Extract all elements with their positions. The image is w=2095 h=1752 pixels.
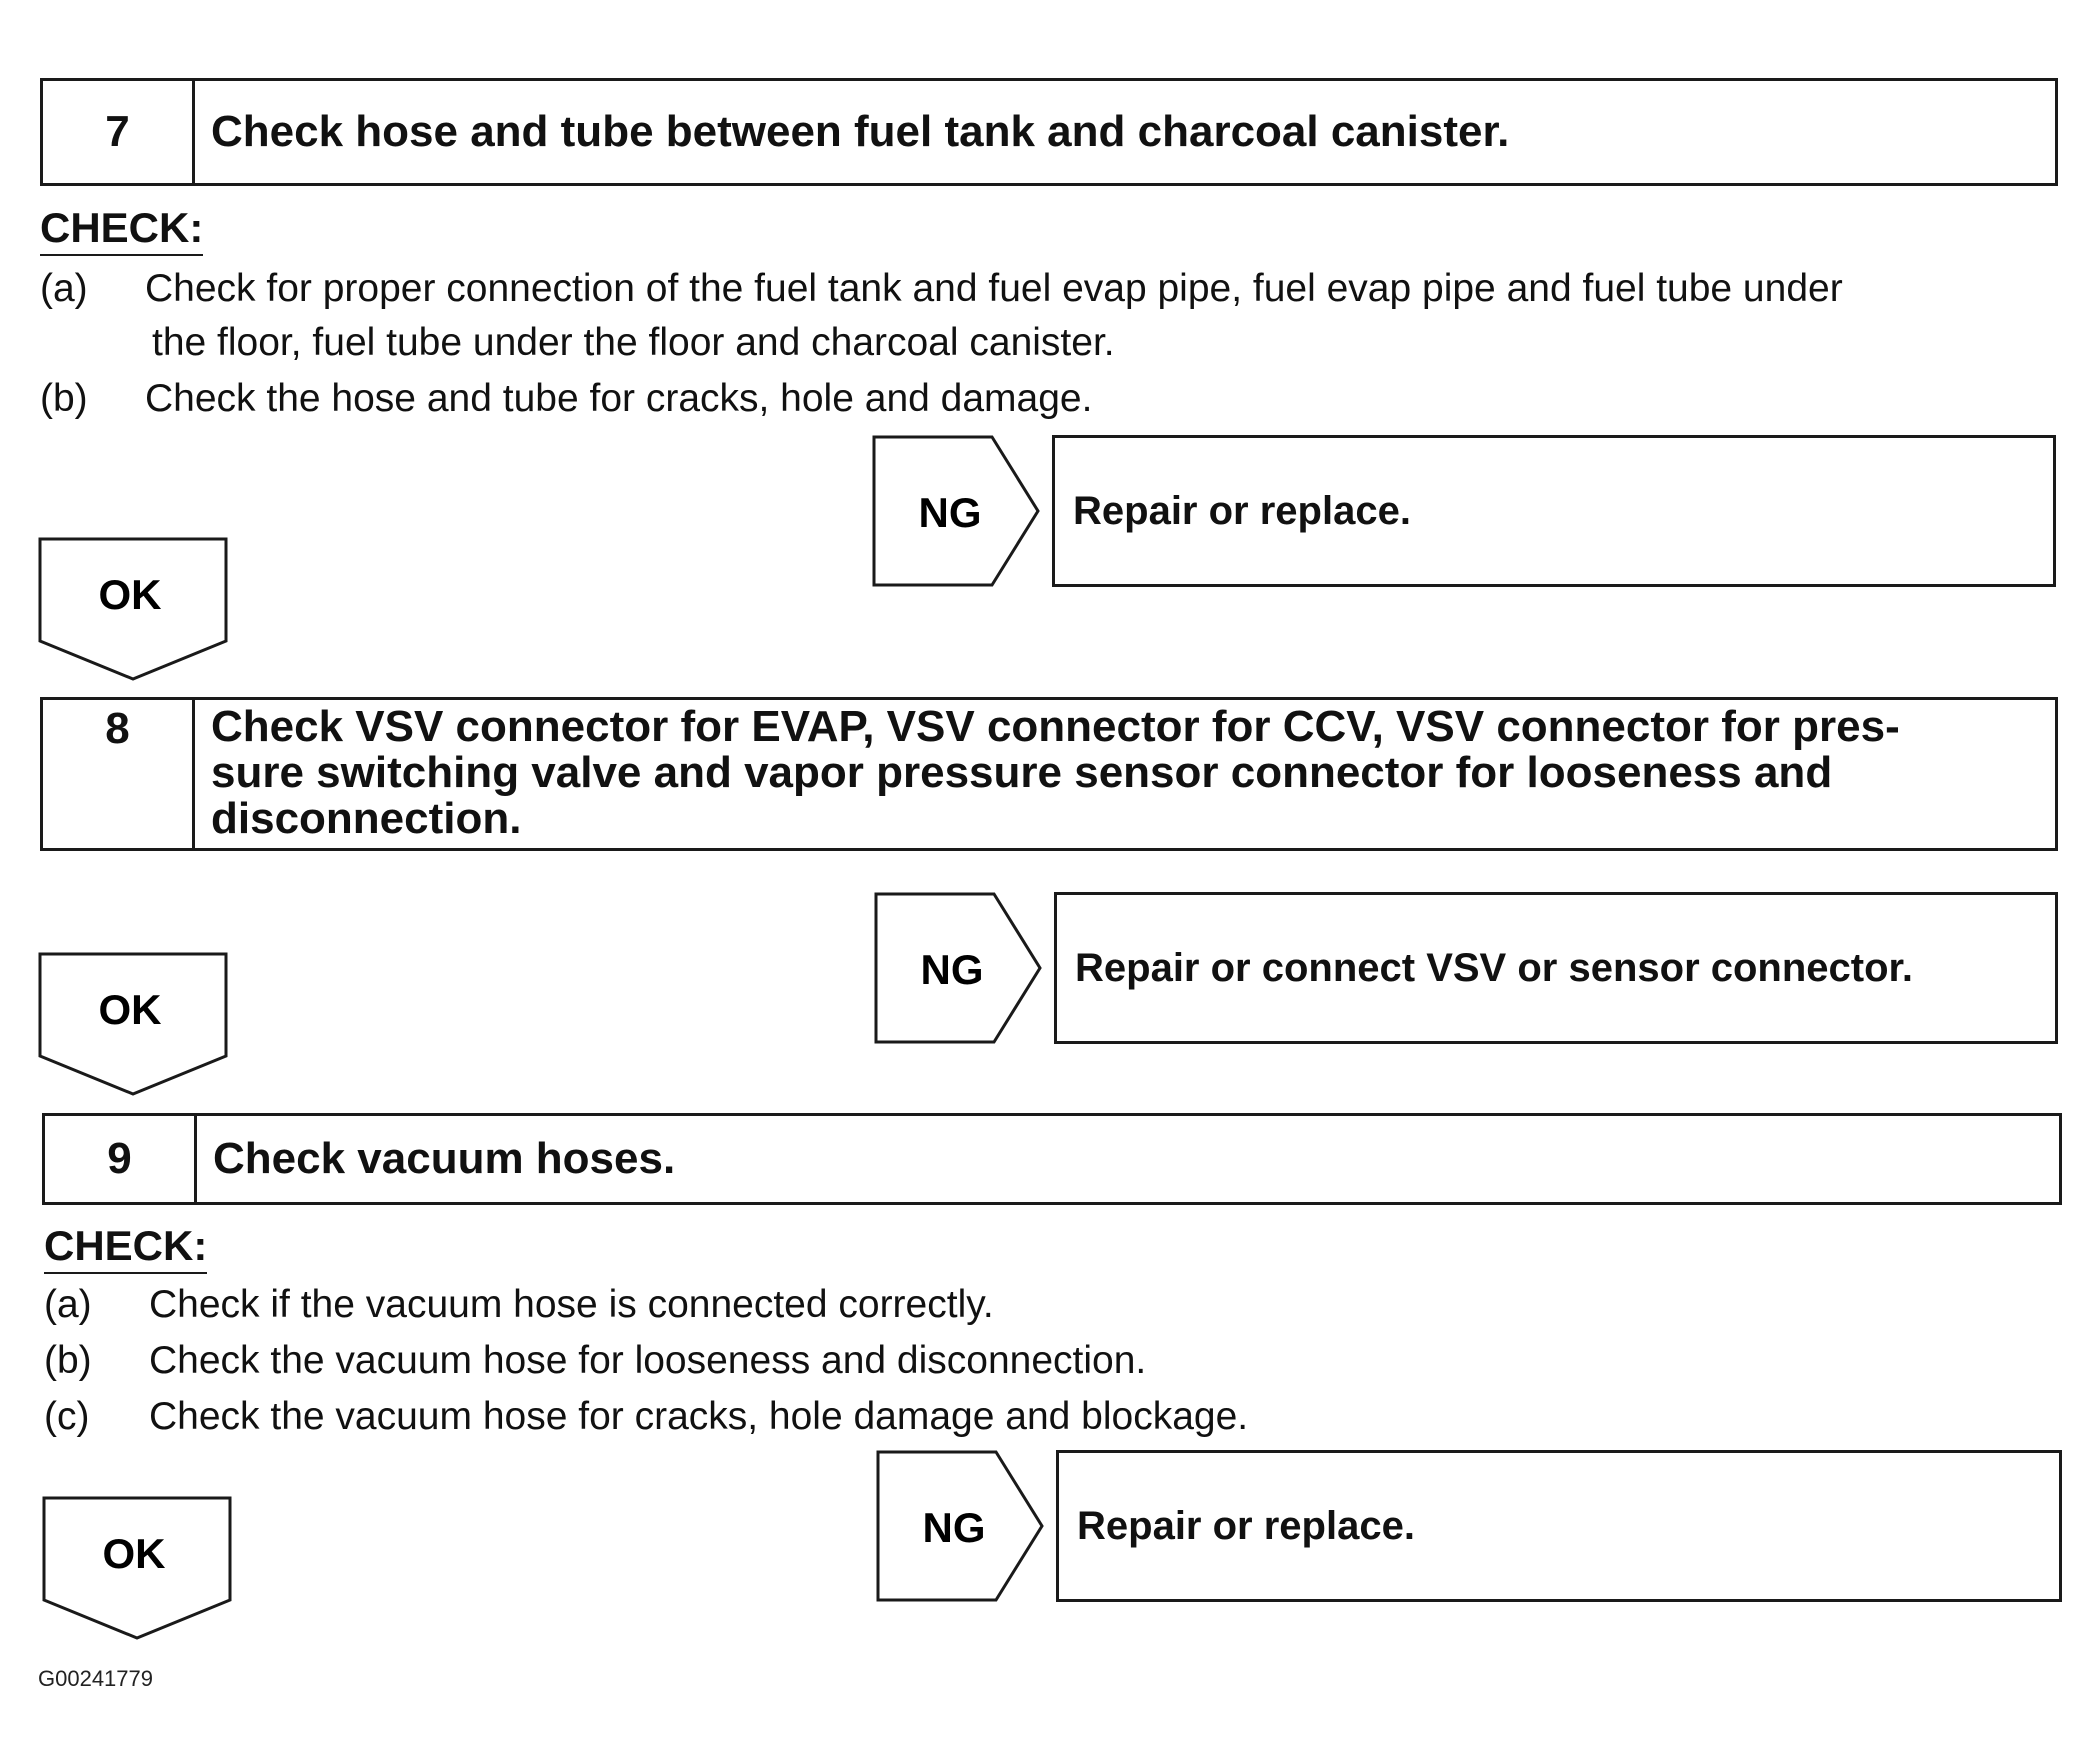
- ok-arrow-8: [38, 952, 230, 1098]
- item-letter: (c): [44, 1395, 90, 1438]
- ok-label: OK: [98, 571, 162, 618]
- step-number: 7: [43, 81, 195, 183]
- ng-action-box-9: Repair or replace.: [1056, 1450, 2062, 1602]
- item-letter: (a): [44, 1283, 92, 1326]
- ng-action-box-7: Repair or replace.: [1052, 435, 2056, 587]
- check-item-a: [44, 1278, 2044, 1332]
- step-9-header: [42, 1113, 2062, 1205]
- check-item-b: [44, 1334, 2044, 1388]
- step-title-line-3: disconnection.: [211, 794, 522, 843]
- step-7-header: [40, 78, 2058, 186]
- ng-arrow-7: [872, 435, 1042, 587]
- step-number: 9: [45, 1116, 197, 1202]
- item-text: Check if the vacuum hose is connected correctly.: [149, 1283, 994, 1326]
- item-letter: (a): [40, 267, 88, 310]
- ng-arrow-9: [876, 1450, 1046, 1602]
- check-item-a: [40, 262, 2080, 370]
- check-label: CHECK:: [40, 204, 203, 256]
- ok-arrow-9: [42, 1496, 234, 1642]
- step-title-line-1: Check VSV connector for EVAP, VSV connector for CCV, VSV connector for pres-: [211, 702, 1900, 751]
- ok-label: OK: [102, 1530, 166, 1577]
- figure-code: G00241779: [38, 1666, 153, 1691]
- step-number-text: 8: [105, 704, 130, 753]
- ok-arrow-7: [38, 537, 230, 683]
- check-item-c: [44, 1390, 2044, 1444]
- item-text: Check the vacuum hose for looseness and disconnection.: [149, 1339, 1147, 1382]
- item-text: Check the vacuum hose for cracks, hole damage and blockage.: [149, 1395, 1249, 1438]
- step-title: Check vacuum hoses.: [213, 1134, 676, 1183]
- ng-arrow-8: [874, 892, 1044, 1044]
- step-8-header: [40, 697, 2058, 851]
- ng-label: NG: [920, 946, 984, 993]
- item-letter: (b): [40, 377, 88, 420]
- item-text: Check for proper connection of the fuel tank and fuel evap pipe, fuel evap pipe and fuel tube under: [145, 267, 1843, 310]
- item-text-continued: the floor, fuel tube under the floor and charcoal canister.: [152, 321, 1115, 364]
- ng-label: NG: [922, 1504, 986, 1551]
- step-title-line-2: sure switching valve and vapor pressure sensor connector for looseness and: [211, 748, 1833, 797]
- item-text: Check the hose and tube for cracks, hole and damage.: [145, 377, 1093, 420]
- check-item-b: [40, 372, 2080, 426]
- step-number: [43, 700, 195, 848]
- step-title: Check hose and tube between fuel tank and charcoal canister.: [211, 107, 1510, 156]
- step-title: [195, 700, 2055, 848]
- item-letter: (b): [44, 1339, 92, 1382]
- ng-label: NG: [918, 489, 982, 536]
- ng-action-box-8: Repair or connect VSV or sensor connector.: [1054, 892, 2058, 1044]
- check-label: CHECK:: [44, 1222, 207, 1274]
- ok-label: OK: [98, 986, 162, 1033]
